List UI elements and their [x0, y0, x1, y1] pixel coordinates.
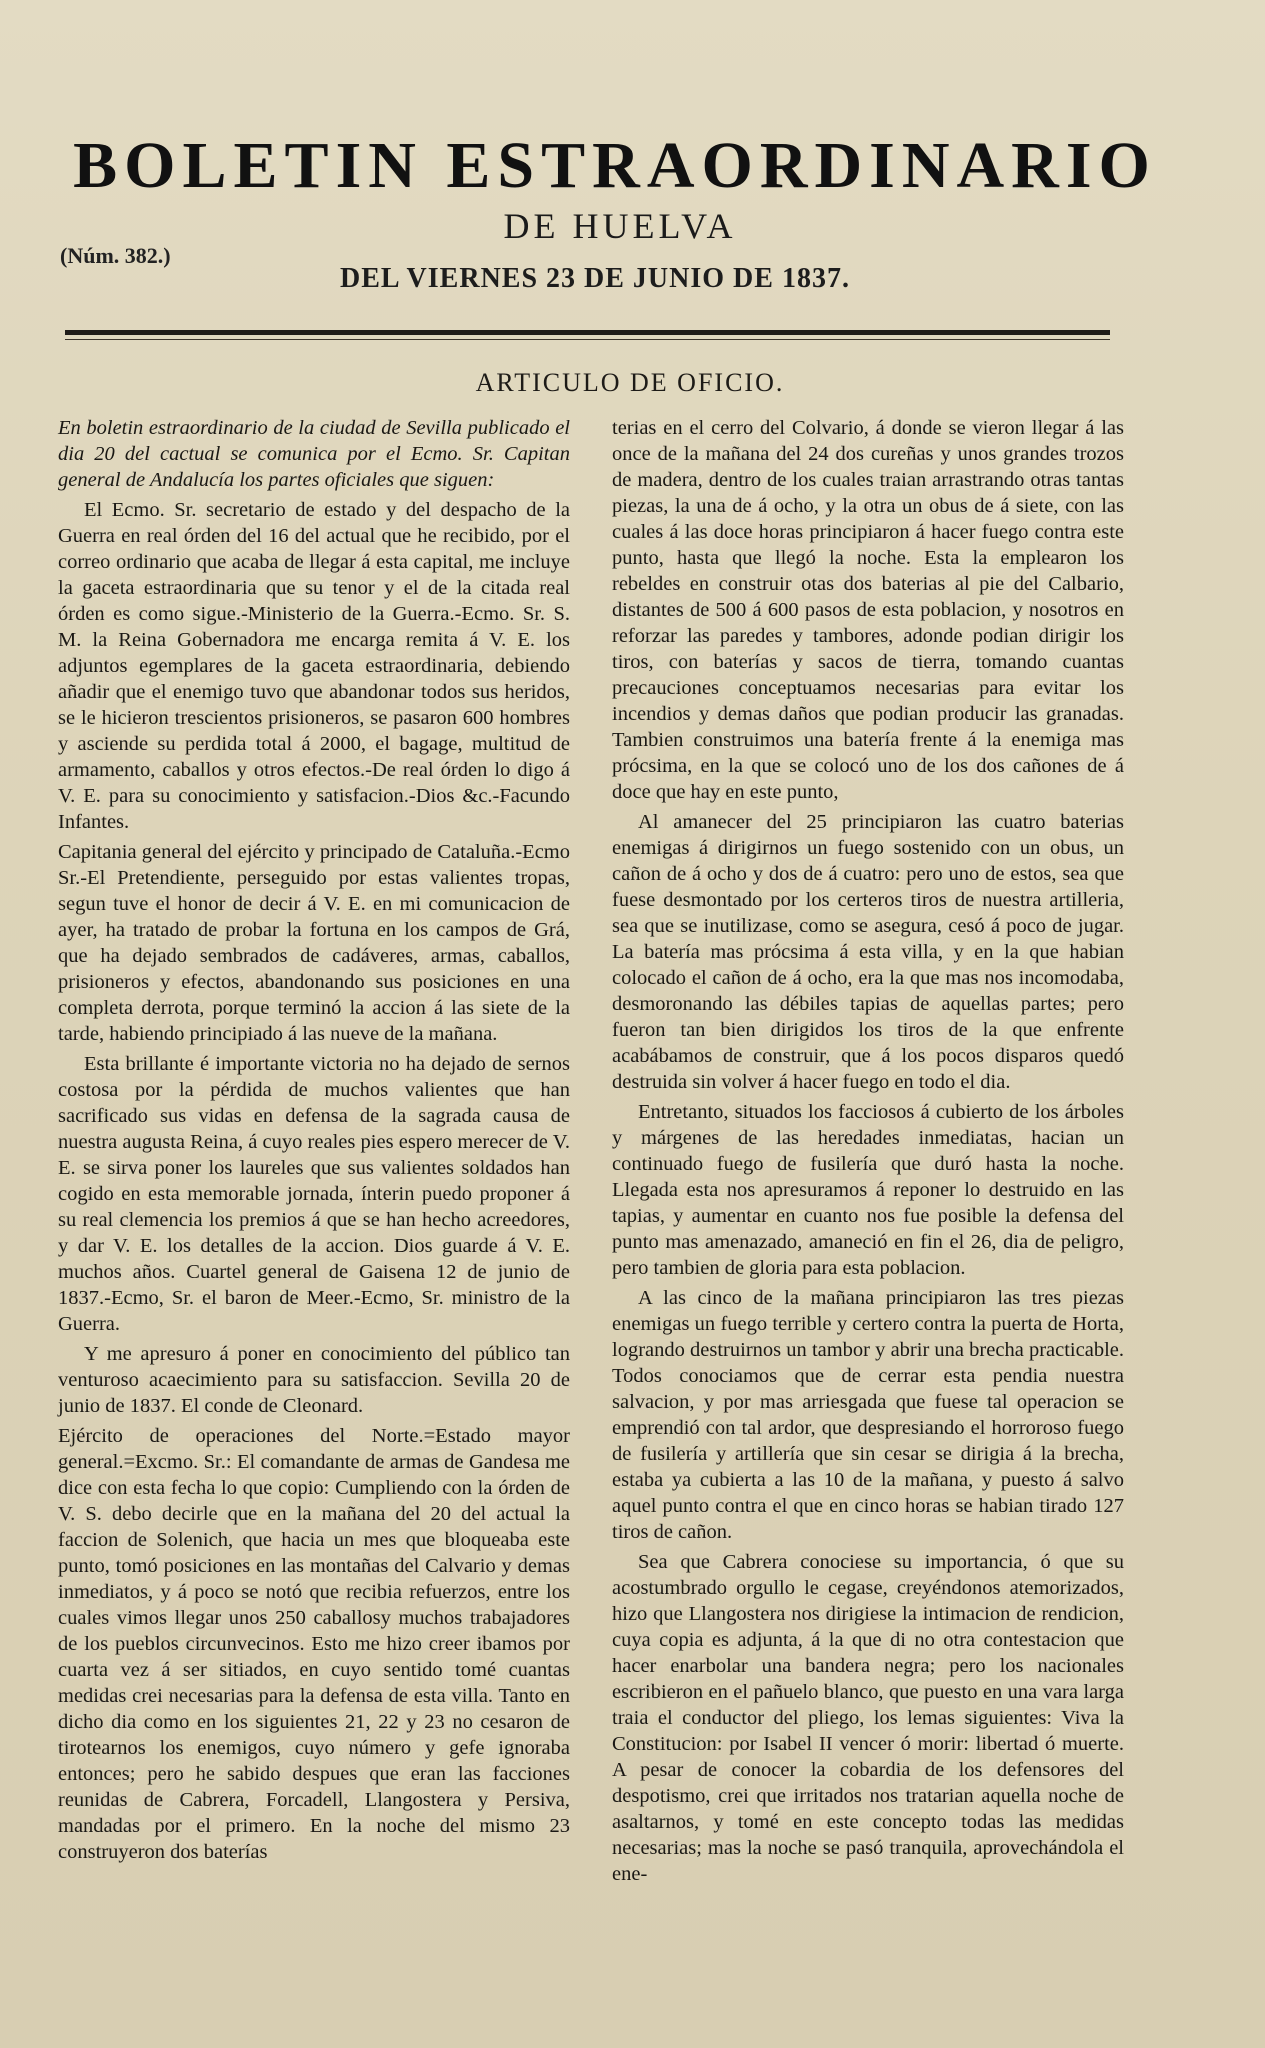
right-column	[612, 415, 1124, 1891]
section-title: ARTICULO DE OFICIO.	[475, 368, 785, 397]
header-rule	[65, 330, 1110, 335]
paragraph: A las cinco de la mañana principiaron las tres piezas enemigas un fuego terrible y certero contra la puerta de Horta, logrando destruirnos un tambor y abrir una brecha practicable. Todos conociamos que de cerrar esta pendia nuestra salvacion, y por mas arriesgada que fuese tal operacion se emprendió con tal ardor, que despresiando el horroroso fuego de fusilería y artillería que sin cesar se dirigia á la brecha, estaba ya cubierta a las 10 de la mañana, y puesto á salvo aquel punto contra el que en cinco horas se habian tirado 127 tiros de cañon.	[612, 1287, 1124, 1543]
issue-number: (Núm. 382.)	[60, 243, 171, 268]
paragraph: En boletin estraordinario de la ciudad de Sevilla publicado el dia 20 del cactual se comunica por el Ecmo. Sr. Capitan general de Andalucía los partes oficiales que siguen:	[58, 417, 570, 491]
masthead-title: BOLETIN ESTRAORDINARIO	[73, 129, 1157, 202]
paragraph: terias en el cerro del Colvario, á donde se vieron llegar á las once de la mañana del 24 dos cureñas y unos grandes trozos de madera, dentro de los cuales traian arrastrando otras tantas piezas, la una de á ocho, y la otra un obus de á siete, con las cuales á las doce horas principiaron á hacer fuego contra este punto, hasta que llegó la noche. Esta la emplearon los rebeldes en construir otas dos baterias al pie del Calbario, distantes de 500 á 600 pasos de esta poblacion, y nosotros en reforzar las paredes y tambores, adonde podian dirigir los tiros, con baterías y sacos de tierra, tomando cuantas precauciones conceptuamos necesarias para evitar los incendios y demas daños que podian producir las granadas. Tambien construimos una batería frente á la enemiga mas prócsima, en la que se colocó uno de los dos cañones de á doce que hay en este punto,	[612, 417, 1124, 803]
left-column	[58, 415, 570, 1869]
paragraph: El Ecmo. Sr. secretario de estado y del despacho de la Guerra en real órden del 16 del actual que he recibido, por el correo ordinario que acaba de llegar á esta capital, me incluye la gaceta estraordinaria que su tenor y el de la citada real órden es como sigue.-Ministerio de la Guerra.-Ecmo. Sr. S. M. la Reina Gobernadora me encarga remita á V. E. los adjuntos egemplares de la gaceta estraordinaria, debiendo añadir que el enemigo tuvo que abandonar todos sus heridos, se le hicieron trescientos prisioneros, se pasaron 600 hombres y asciende su perdida total á 2000, el bagage, multitud de armamento, caballos y otros efectos.-De real órden lo digo á V. E. para su conocimiento y satisfacion.-Dios &c.-Facundo Infantes.	[58, 499, 570, 833]
masthead-subtitle: DE HUELVA	[503, 206, 737, 246]
paragraph: Y me apresuro á poner en conocimiento del público tan venturoso acaecimiento para su satisfaccion. Sevilla 20 de junio de 1837. El conde de Cleonard.	[58, 1343, 570, 1417]
paragraph: Capitania general del ejército y principado de Cataluña.-Ecmo Sr.-El Pretendiente, perseguido por estas valientes tropas, segun tuve el honor de decir á V. E. en mi comunicacion de ayer, ha tratado de probar la fortuna en los campos de Grá, que ha dejado sembrados de cadáveres, armas, caballos, prisioneros y efectos, abandonando sus posiciones en una completa derrota, porque terminó la accion á las siete de la tarde, habiendo principiado á las nueve de la mañana.	[58, 841, 570, 1045]
paragraph: Ejército de operaciones del Norte.=Estado mayor general.=Excmo. Sr.: El comandante de armas de Gandesa me dice con esta fecha lo que copio: Cumpliendo con la órden de V. S. debo decirle que en la mañana del 20 del actual la faccion de Solenich, que hacia un mes que bloqueaba este punto, tomó posiciones en las montañas del Calvario y demas inmediatos, y á poco se notó que recibia refuerzos, entre los cuales vimos llegar unos 250 caballosy muchos trabajadores de los pueblos circunvecinos. Esto me hizo creer ibamos por cuarta vez á ser sitiados, en cuyo sentido tomé cuantas medidas crei necesarias para la defensa de esta villa. Tanto en dicho dia como en los siguientes 21, 22 y 23 no cesaron de tirotearnos los enemigos, cuyo número y gefe ignoraba entonces; pero he sabido despues que eran las facciones reunidas de Cabrera, Forcadell, Llangostera y Persiva, mandadas por el primero. En la noche del mismo 23 construyeron dos baterías	[58, 1425, 570, 1863]
paragraph: Entretanto, situados los facciosos á cubierto de los árboles y márgenes de las heredades inmediatas, hacian un continuado fuego de fusilería que duró hasta la noche. Llegada esta nos apresuramos á reponer lo destruido en las tapias, y aumentar en cuanto nos fue posible la defensa del punto mas amenazado, amaneció en fin el 26, dia de peligro, pero tambien de gloria para esta poblacion.	[612, 1101, 1124, 1279]
paragraph: Sea que Cabrera conociese su importancia, ó que su acostumbrado orgullo le cegase, creyéndonos atemorizados, hizo que Llangostera nos dirigiese la intimacion de rendicion, cuya copia es adjunta, á la que di no otra contestacion que hacer enarbolar una bandera negra; pero los nacionales escribieron en el pañuelo blanco, que puesto en una vara larga traia el conductor del pliego, los lemas siguientes: Viva la Constitucion: por Isabel II vencer ó morir: libertad ó muerte. A pesar de conocer la cobardia de los defensores del despotismo, crei que irritados nos tratarian aquella noche de asaltarnos, y tomé en este concepto todas las medidas necesarias; mas la noche se pasó tranquila, aprovechándola el ene-	[612, 1551, 1124, 1885]
dateline: DEL VIERNES 23 DE JUNIO DE 1837.	[340, 263, 850, 294]
header-rule-thin	[65, 339, 1110, 340]
paragraph: Al amanecer del 25 principiaron las cuatro baterias enemigas á dirigirnos un fuego sostenido con un obus, un cañon de á ocho y dos de á cuatro: pero uno de estos, sea que fuese desmontado por los certeros tiros de nuestra artilleria, sea que se inutilizase, como se asegura, cesó á poco de jugar. La batería mas prócsima á esta villa, y en la que habian colocado el cañon de á ocho, era la que mas nos incomodaba, desmoronando las débiles tapias de aquellas partes; pero fueron tan bien dirigidos los tiros de la que enfrente acabábamos de construir, que á los pocos disparos quedó destruida sin volver á hacer fuego en todo el dia.	[612, 811, 1124, 1093]
paragraph: Esta brillante é importante victoria no ha dejado de sernos costosa por la pérdida de muchos valientes que han sacrificado sus vidas en defensa de la sagrada causa de nuestra augusta Reina, á cuyo reales pies espero merecer de V. E. se sirva poner los laureles que sus valientes soldados han cogido en esta memorable jornada, ínterin puedo proponer á su real clemencia los premios á que se han hecho acreedores, y dar V. E. los detalles de la accion. Dios guarde á V. E. muchos años. Cuartel general de Gaisena 12 de junio de 1837.-Ecmo, Sr. el baron de Meer.-Ecmo, Sr. ministro de la Guerra.	[58, 1053, 570, 1335]
